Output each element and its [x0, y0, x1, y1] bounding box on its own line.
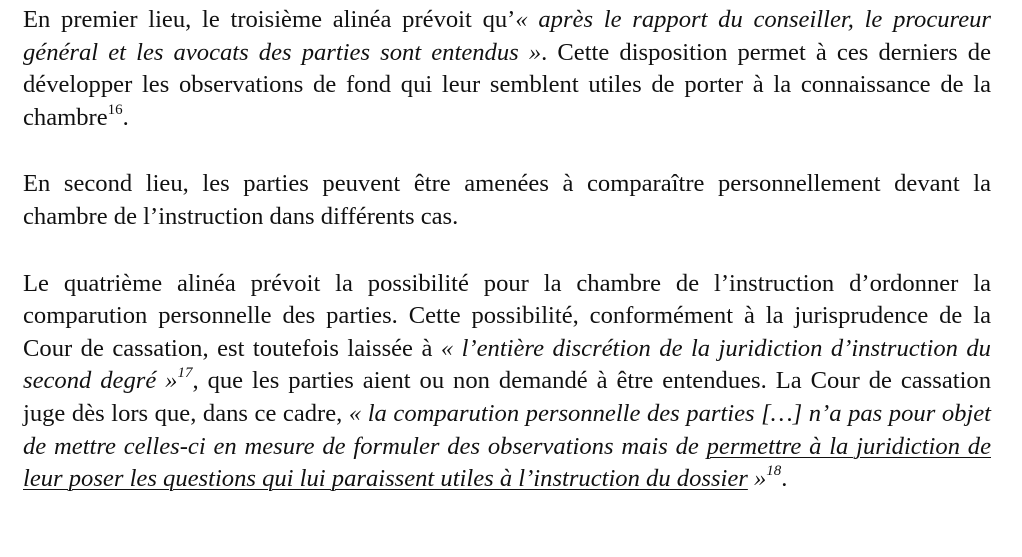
p3-quote-2-underlined: permettre à la juridiction de leur poser les questions qui lui paraissent utiles à l’instruction du dossier	[23, 432, 991, 493]
p3-quote-2-end: »	[747, 465, 767, 493]
p1-end: .	[122, 103, 129, 131]
p3-intro: Le quatrième alinéa prévoit la possibilité pour la chambre de l’instruction d’ordonner la comparution personnelle des parties. Cette possibilité, conformément à la jurisprudence de la Cour de cassation, est toutefois laissée à	[23, 269, 991, 362]
footnote-ref-17	[177, 365, 192, 381]
paragraph-1	[23, 4, 991, 134]
p1-mid: . Cette disposition permet à ces derniers de développer les observations de fond qui leur semblent utiles de porter à la connaissance de la chambre	[23, 38, 992, 131]
p1-quote: « après le rapport du conseiller, le procureur général et les avocats des parties sont entendus »	[23, 6, 991, 66]
p3-end: .	[781, 465, 788, 493]
p2-text: En second lieu, les parties peuvent être amenées à comparaître personnellement devant la chambre de l’instruction dans différents cas.	[23, 170, 991, 230]
p3-quote-2-start: « la comparution personnelle des parties […] n’a pas pour objet de mettre celles-ci en mesure de formuler des observations mais de	[23, 399, 992, 460]
document-body	[23, 0, 991, 496]
footnote-18-number: 18	[766, 463, 782, 480]
p3-quote-1: « l’entière discrétion de la juridiction d’instruction du second degré »	[23, 334, 991, 395]
footnote-ref-16: 16	[107, 101, 123, 118]
paragraph-3	[23, 268, 991, 496]
p1-intro: En premier lieu, le troisième alinéa prévoit qu’	[23, 6, 516, 33]
footnote-17-number: 17	[177, 365, 193, 382]
p3-mid: , que les parties aient ou non demandé à être entendues. La Cour de cassation juge dès lors que, dans ce cadre,	[23, 367, 992, 427]
footnote-ref-18	[766, 463, 781, 479]
paragraph-2	[23, 168, 991, 233]
